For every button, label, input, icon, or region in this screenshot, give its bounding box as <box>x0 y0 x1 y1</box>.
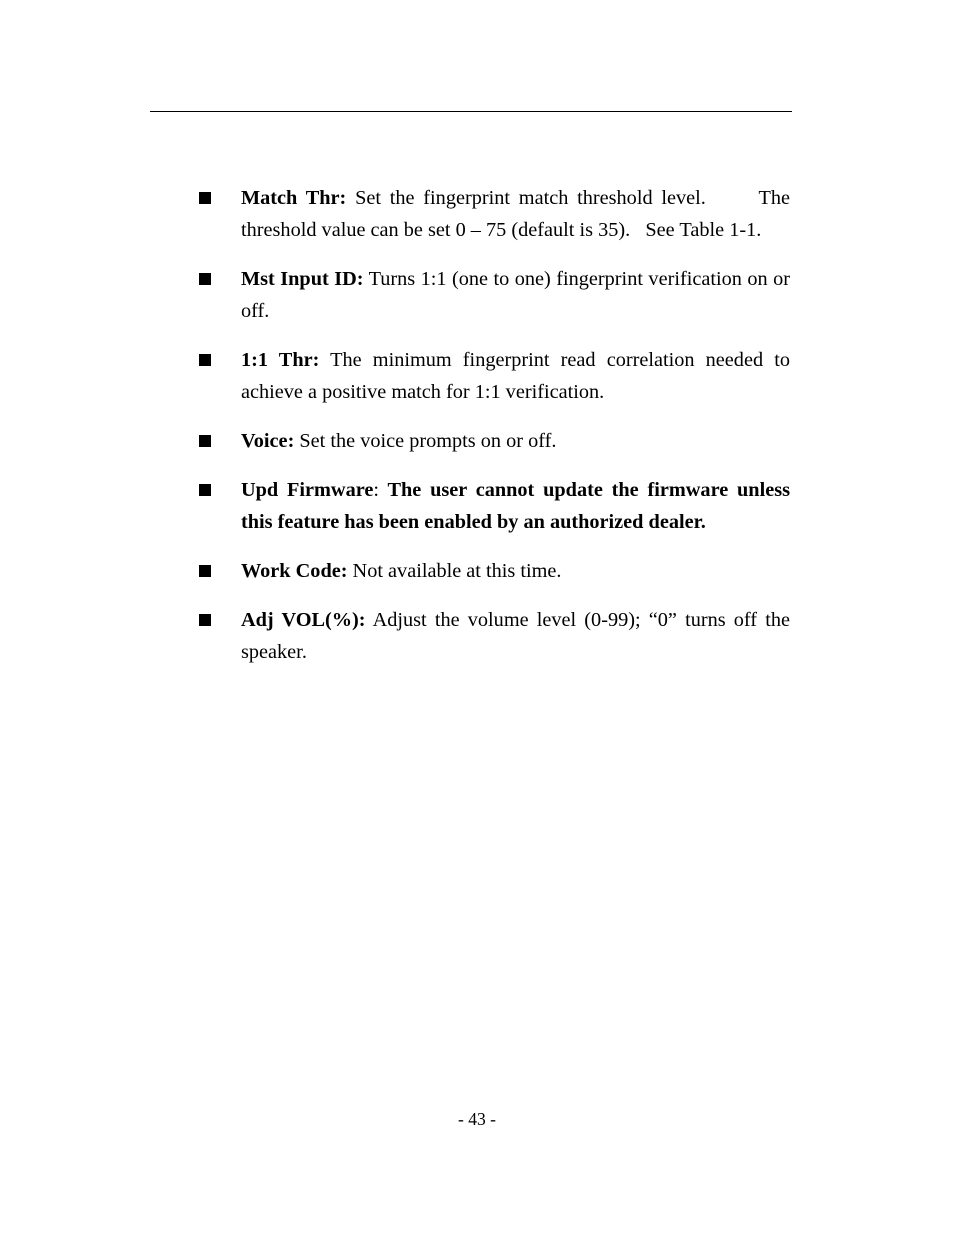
item-term: Voice: <box>241 430 295 453</box>
item-term: Mst Input ID: <box>241 268 364 291</box>
square-bullet-icon <box>199 435 211 447</box>
square-bullet-icon <box>199 192 211 204</box>
item-description: Adjust the volume level (0-99); “0” turns off the speaker. <box>241 608 790 664</box>
header-rule <box>150 111 792 112</box>
item-description: The user cannot update the firmware unless this feature has been enabled by an authorized dealer. <box>241 479 790 534</box>
item-description: Set the voice prompts on or off. <box>294 430 557 453</box>
list-item-voice <box>196 425 790 457</box>
item-description: The minimum fingerprint read correlation needed to achieve a positive match for 1:1 verification. <box>241 349 790 404</box>
item-description: Not available at this time. <box>347 560 562 583</box>
settings-bullet-list <box>196 182 790 685</box>
square-bullet-icon <box>199 614 211 626</box>
list-item-mst-input-id <box>196 263 790 328</box>
list-item-work-code <box>196 555 790 587</box>
page-number: - 43 - <box>458 1109 496 1129</box>
item-description: Turns 1:1 (one to one) fingerprint verification on or off. <box>241 268 790 323</box>
item-term: Work Code: <box>241 560 348 583</box>
square-bullet-icon <box>199 484 211 496</box>
list-item-adj-vol <box>196 604 790 669</box>
list-item-1-1-thr <box>196 344 790 409</box>
list-item-upd-firmware <box>196 474 790 539</box>
square-bullet-icon <box>199 354 211 366</box>
item-term: 1:1 Thr: <box>241 349 320 372</box>
square-bullet-icon <box>199 273 211 285</box>
item-description: Set the fingerprint match threshold level. The threshold value can be set 0 – 75 (default is 35). See Table 1-1. <box>241 187 790 242</box>
list-item-match-thr <box>196 182 790 247</box>
item-term: Upd Firmware <box>241 479 374 502</box>
square-bullet-icon <box>199 565 211 577</box>
item-term: Match Thr: <box>241 187 347 209</box>
item-separator: : <box>373 479 380 502</box>
item-term: Adj VOL(%): <box>241 608 366 631</box>
